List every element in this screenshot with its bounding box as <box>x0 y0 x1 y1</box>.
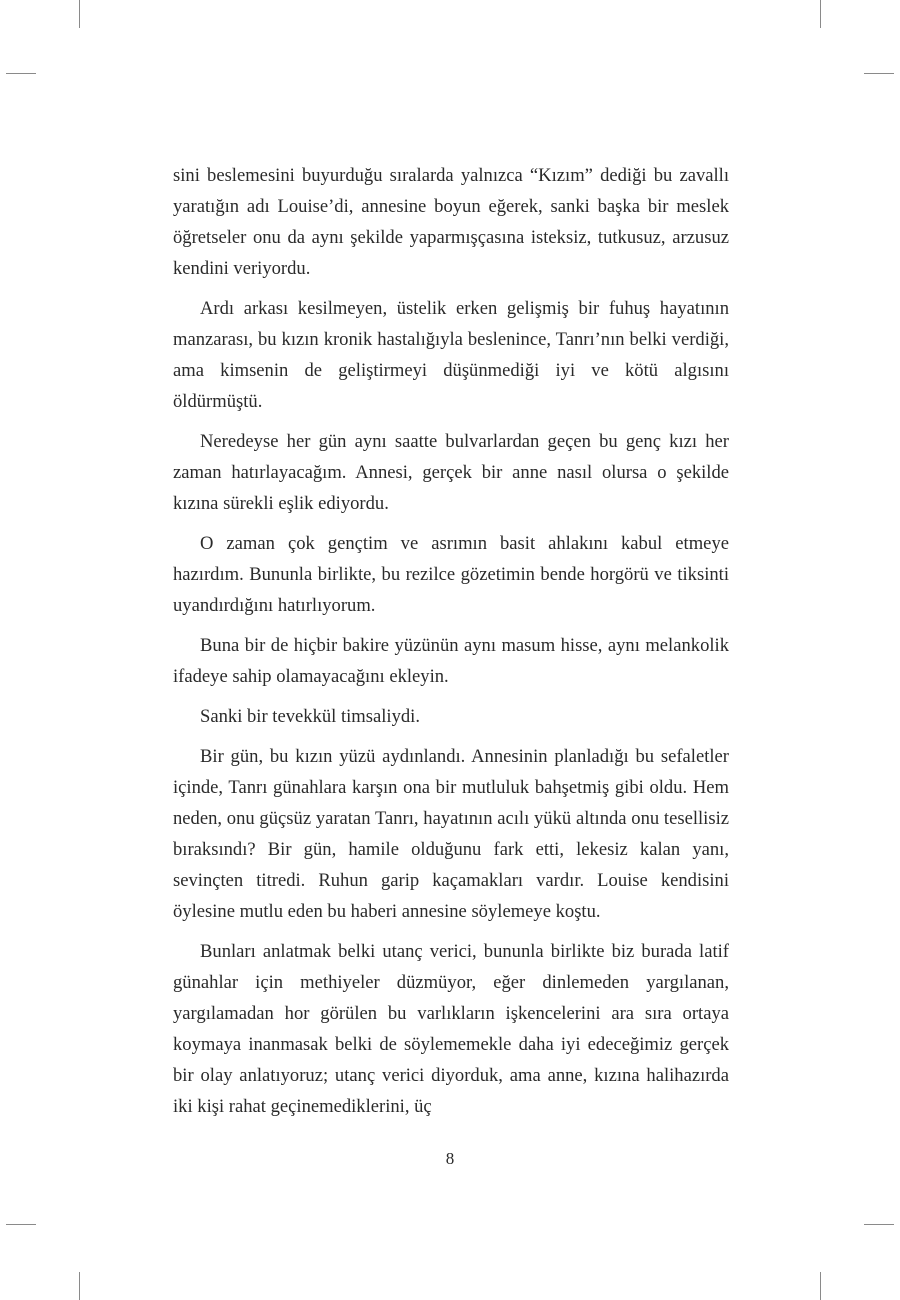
paragraph: sini beslemesini buyurduğu sıralarda yalnızca “Kızım” dediği bu zavallı yaratığın adı Louise’di, annesine boyun eğerek, sanki başka bir meslek öğretseler onu da aynı şekilde yaparmışçasına isteksiz, tutkusuz, arzusuz kendini veriyordu. <box>173 165 729 279</box>
crop-mark-bottom-left-horizontal <box>6 1224 36 1225</box>
paragraph: Neredeyse her gün aynı saatte bulvarlardan geçen bu genç kızı her zaman hatırlayacağım. Annesi, gerçek bir anne nasıl olursa o şekilde kızına sürekli eşlik ediyordu. <box>173 431 729 514</box>
crop-mark-bottom-right-horizontal <box>864 1224 894 1225</box>
crop-mark-top-right-vertical <box>820 0 821 28</box>
paragraph: Ardı arkası kesilmeyen, üstelik erken gelişmiş bir fuhuş hayatının manzarası, bu kızın kronik hastalığıyla beslenince, Tanrı’nın belki verdiği, ama kimsenin de geliştirmeyi düşünmediği iyi ve kötü algısını öldürmüştü. <box>173 298 729 412</box>
crop-mark-bottom-left-vertical <box>79 1272 80 1300</box>
page-number: 8 <box>445 1149 455 1168</box>
crop-mark-top-left-vertical <box>79 0 80 28</box>
paragraph: Bir gün, bu kızın yüzü aydınlandı. Annesinin planladığı bu sefaletler içinde, Tanrı günahlara karşın ona bir mutluluk bahşetmiş gibi oldu. Hem neden, onu güçsüz yaratan Tanrı, hayatının acılı yükü altında onu tesellisiz bıraksındı? Bir gün, hamile olduğunu fark etti, lekesiz kalan yanı, sevinçten titredi. Ruhun garip kaçamakları vardır. Louise kendisini öylesine mutlu eden bu haberi annesine söylemeye koştu. <box>173 746 729 922</box>
crop-mark-top-right-horizontal <box>864 73 894 74</box>
crop-mark-top-left-horizontal <box>6 73 36 74</box>
crop-mark-bottom-right-vertical <box>820 1272 821 1300</box>
paragraph: O zaman çok gençtim ve asrımın basit ahlakını kabul etmeye hazırdım. Bununla birlikte, bu rezilce gözetimin bende horgörü ve tiksinti uyandırdığını hatırlıyorum. <box>173 533 729 616</box>
body-text <box>173 160 729 1131</box>
paragraph: Sanki bir tevekkül timsaliydi. <box>200 706 421 727</box>
paragraph: Buna bir de hiçbir bakire yüzünün aynı masum hisse, aynı melankolik ifadeye sahip olamayacağını ekleyin. <box>173 635 729 687</box>
paragraph: Bunları anlatmak belki utanç verici, bununla birlikte biz burada latif günahlar için methiyeler düzmüyor, eğer dinlemeden yargılanan, yargılamadan hor görülen bu varlıkların işkencelerini ara sıra ortaya koymaya inanmasak belki de söylememekle daha iyi edeceğimiz gerçek bir olay anlatıyoruz; utanç verici diyorduk, ama anne, kızına halihazırda iki kişi rahat geçinemediklerini, üç <box>173 941 729 1117</box>
